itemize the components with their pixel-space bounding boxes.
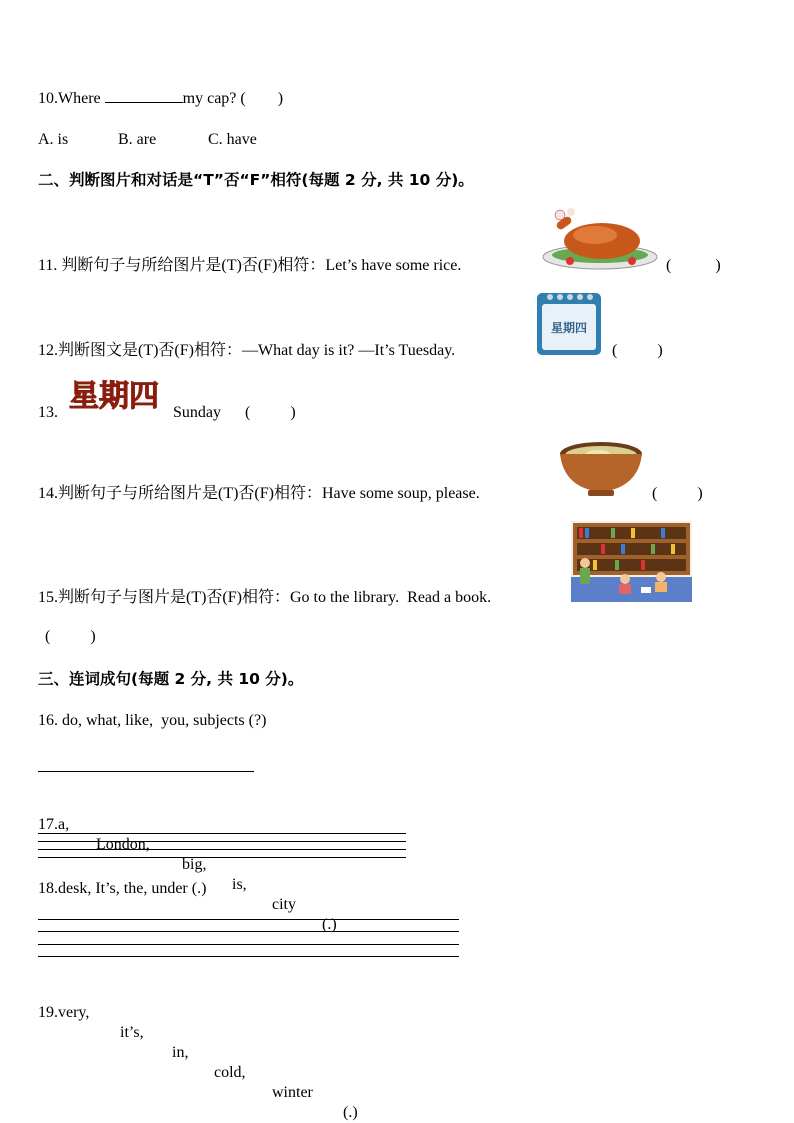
question-16: 16. do, what, like, you, subjects (?) — [38, 712, 267, 729]
question-11: 11. 判断句子与所给图片是(T)否(F)相符：Let’s have some rice. — [38, 257, 462, 274]
question-14: 14.判断句子与所给图片是(T)否(F)相符：Have some soup, please. — [38, 485, 480, 502]
question-18: 18.desk, It’s, the, under (.) — [38, 880, 207, 897]
answer-line[interactable] — [38, 849, 406, 850]
question-15: 15.判断句子与图片是(T)否(F)相符：Go to the library. Read a book. — [38, 589, 492, 606]
soup-bowl-image — [558, 438, 644, 500]
weekday-word-image — [62, 372, 166, 416]
roast-turkey-image — [540, 205, 660, 271]
answer-paren[interactable]: ( ) — [612, 342, 663, 359]
section-2-heading: 二、判断图片和对话是“T”否“F”相符(每题 2 分, 共 10 分)。 — [38, 171, 474, 189]
answer-line[interactable] — [38, 857, 406, 858]
answer-line[interactable] — [38, 841, 406, 842]
question-10: 10.Where my cap? ( ) — [38, 90, 284, 107]
calendar-image — [536, 290, 602, 356]
option-a: A. is — [38, 131, 69, 148]
answer-line[interactable] — [38, 956, 459, 957]
question-13-number: 13. — [38, 404, 58, 421]
question-13: Sunday — [173, 404, 221, 421]
answer-paren[interactable]: ( ) — [245, 404, 296, 421]
answer-line[interactable] — [38, 919, 459, 920]
calendar-label: 星期四 — [550, 321, 588, 335]
answer-line[interactable] — [38, 944, 459, 945]
question-19: 19.very, it’s, in, cold, winter (.) — [38, 1004, 358, 1121]
question-17: 17.a, London, big, is, city (.) — [38, 816, 337, 933]
option-c: C. have — [208, 131, 257, 148]
answer-line[interactable] — [38, 833, 406, 834]
option-b: B. are — [118, 131, 157, 148]
answer-line[interactable] — [38, 771, 254, 772]
word-art-text: 星期四 — [69, 379, 159, 414]
answer-line[interactable] — [38, 931, 459, 932]
answer-paren[interactable]: ( ) — [652, 485, 703, 502]
answer-paren[interactable]: ( ) — [666, 257, 721, 274]
question-10-options — [38, 130, 257, 150]
section-3-heading: 三、连词成句(每题 2 分, 共 10 分)。 — [38, 670, 304, 688]
answer-paren[interactable]: ( ) — [45, 628, 96, 645]
answer-blank[interactable] — [105, 88, 183, 103]
question-12: 12.判断图文是(T)否(F)相符：—What day is it? —It’s Tuesday. — [38, 342, 456, 359]
library-image — [571, 521, 692, 602]
